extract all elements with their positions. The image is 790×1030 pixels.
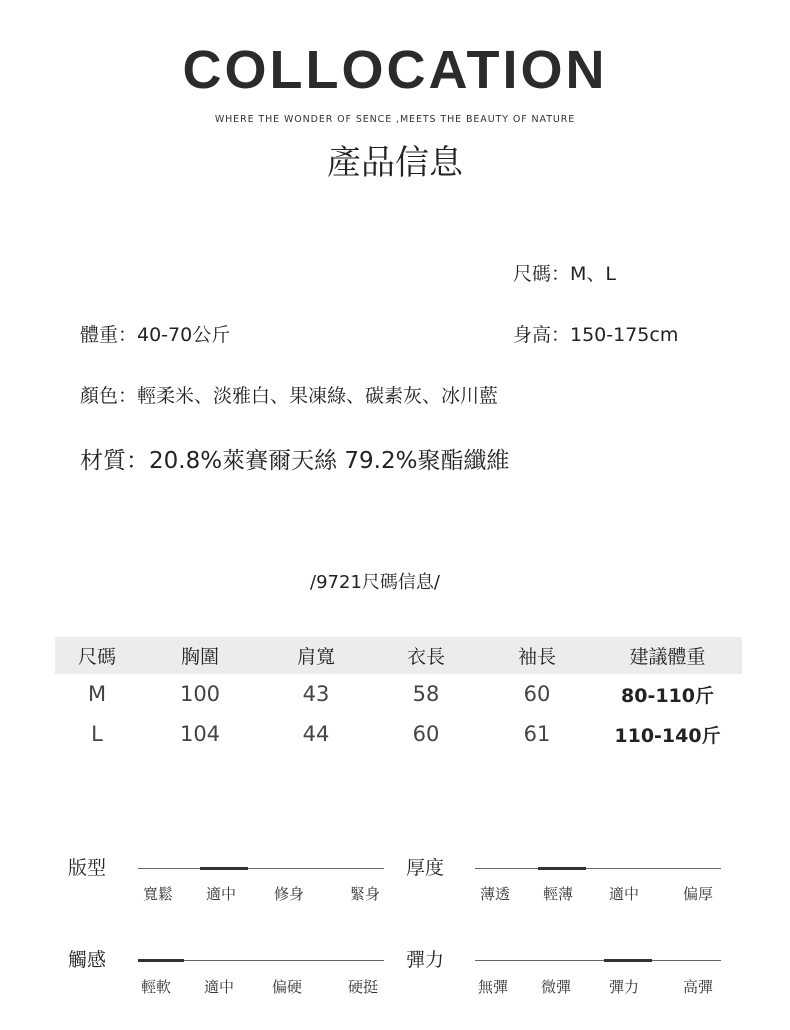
elasticity-option: 彈力 — [608, 978, 639, 996]
cell-chest: 100 — [179, 682, 221, 706]
header-cell-size: 尺碼 — [77, 646, 116, 668]
fit-option: 適中 — [205, 885, 236, 903]
cell-sleeve: 60 — [523, 682, 551, 706]
size-table-title: /9721尺碼信息/ — [310, 572, 440, 593]
color-info: 顏色：輕柔米、淡雅白、果凍綠、碳素灰、冰川藍 — [80, 385, 499, 407]
size-table — [55, 637, 742, 754]
thickness-scale-label: 厚度 — [406, 857, 445, 879]
elasticity-option: 微彈 — [540, 978, 571, 996]
material-info: 材質：20.8%萊賽爾天絲 79.2%聚酯纖維 — [80, 448, 510, 474]
thickness-option: 偏厚 — [682, 885, 713, 903]
header-cell-shoulder: 肩寬 — [296, 646, 335, 668]
fit-scale-track — [138, 868, 384, 869]
weight-info: 體重：40-70公斤 — [80, 324, 231, 346]
product-info-heading: 產品信息 — [327, 143, 463, 183]
header-cell-chest: 胸圍 — [180, 646, 219, 668]
brand-title: COLLOCATION — [182, 40, 608, 100]
thickness-scale-indicator — [538, 867, 586, 870]
height-info: 身高：150-175cm — [513, 324, 679, 346]
cell-size: L — [91, 722, 103, 746]
cell-chest: 104 — [179, 722, 221, 746]
header-cell-length: 衣長 — [406, 646, 445, 668]
cell-shoulder: 44 — [302, 722, 330, 746]
thickness-scale-track — [475, 868, 721, 869]
fit-scale-indicator — [200, 867, 248, 870]
fit-option: 修身 — [273, 885, 304, 903]
elasticity-option: 高彈 — [682, 978, 713, 996]
size-info: 尺碼：M、L — [513, 263, 616, 285]
table-row — [55, 674, 742, 714]
thickness-option: 適中 — [608, 885, 639, 903]
texture-option: 硬挺 — [347, 978, 378, 996]
cell-length: 58 — [412, 682, 440, 706]
elasticity-option: 無彈 — [477, 978, 508, 996]
thickness-option: 薄透 — [479, 885, 510, 903]
texture-option: 適中 — [203, 978, 234, 996]
cell-shoulder: 43 — [302, 682, 330, 706]
cell-sleeve: 61 — [523, 722, 551, 746]
texture-option: 偏硬 — [271, 978, 302, 996]
cell-weight: 80-110斤 — [621, 684, 714, 707]
brand-tagline: WHERE THE WONDER OF SENCE ,MEETS THE BEAUTY OF NATURE — [214, 114, 576, 125]
texture-scale-indicator — [138, 959, 184, 962]
cell-size: M — [87, 682, 107, 706]
cell-weight: 110-140斤 — [614, 724, 721, 747]
header-cell-weight: 建議體重 — [629, 646, 706, 668]
texture-scale-label: 觸感 — [68, 949, 107, 971]
size-table-header — [55, 637, 742, 674]
fit-option: 寬鬆 — [142, 885, 173, 903]
cell-length: 60 — [412, 722, 440, 746]
elasticity-scale-track — [475, 960, 721, 961]
texture-option: 輕軟 — [140, 978, 171, 996]
header-cell-sleeve: 袖長 — [517, 646, 556, 668]
elasticity-scale-indicator — [604, 959, 652, 962]
thickness-option: 輕薄 — [542, 885, 573, 903]
table-row — [55, 714, 742, 754]
elasticity-scale-label: 彈力 — [406, 949, 445, 971]
fit-option: 緊身 — [349, 885, 380, 903]
fit-scale-label: 版型 — [68, 857, 107, 879]
